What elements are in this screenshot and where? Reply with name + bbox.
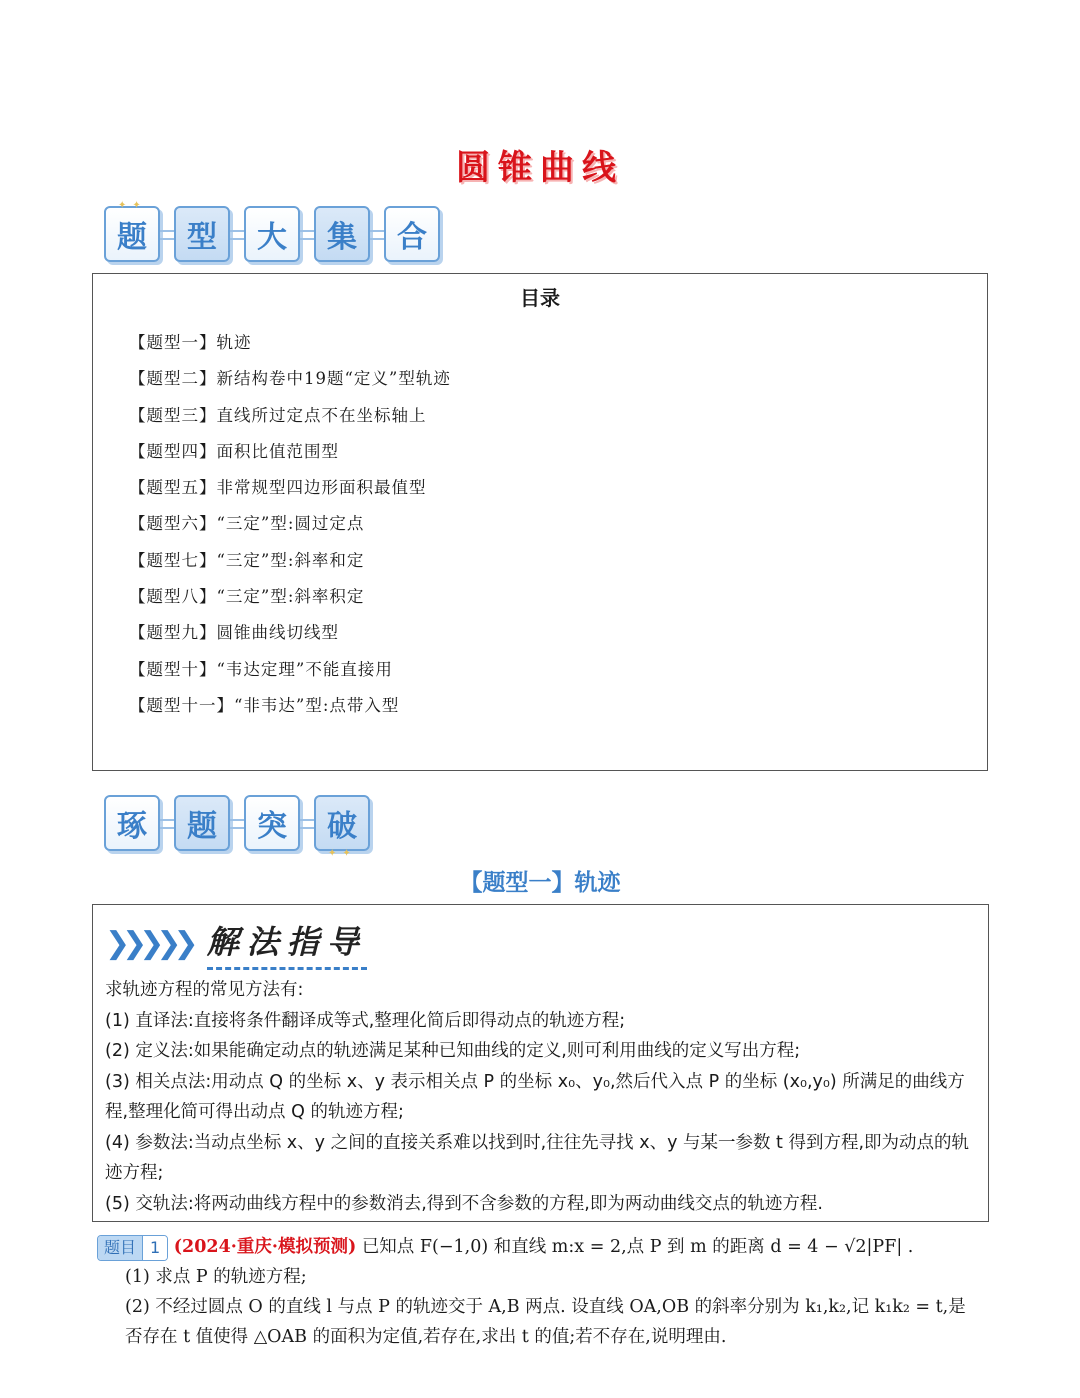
sparkle-icon: ✦✦ xyxy=(328,848,357,859)
badge-tile: ✦✦ 题 xyxy=(104,206,160,262)
toc-item[interactable]: 【题型八】“三定”型:斜率积定 xyxy=(129,587,365,607)
badge-tile: 突 xyxy=(244,795,300,851)
badge-tile: 型 xyxy=(174,206,230,262)
badge-row-top xyxy=(104,200,454,262)
method-line: (2) 定义法:如果能确定动点的轨迹满足某种已知曲线的定义,则可利用曲线的定义写出方程; xyxy=(105,1041,801,1061)
method-guide-box xyxy=(92,904,989,1222)
page-title: 圆锥曲线 xyxy=(456,148,624,188)
badge-tile: 题 xyxy=(174,795,230,851)
method-banner-title: 解法指导 xyxy=(207,917,367,970)
problem-block xyxy=(97,1232,977,1352)
chevrons-icon: ❯❯❯❯❯ xyxy=(105,926,191,961)
connector-icon xyxy=(300,230,314,240)
method-line: (5) 交轨法:将两动曲线方程中的参数消去,得到不含参数的方程,即为两动曲线交点的轨迹方程. xyxy=(105,1193,823,1214)
connector-icon xyxy=(160,819,174,829)
problem-stem-line xyxy=(97,1232,977,1262)
problem-part-2: (2) 不经过圆点 O 的直线 l 与点 P 的轨迹交于 A,B 两点. 设直线 OA,OB 的斜率分别为 k₁,k₂,记 k₁k₂ = t,是否存在 t 值使得 △OAB 的面积为定值,若存在,求出 t 的值;若不存在,说明理由. xyxy=(125,1297,966,1347)
toc-item[interactable]: 【题型四】面积比值范围型 xyxy=(129,441,339,461)
toc-item[interactable]: 【题型十】“韦达定理”不能直接用 xyxy=(129,659,393,679)
connector-icon xyxy=(370,230,384,240)
table-of-contents xyxy=(92,273,988,771)
toc-heading: 目录 xyxy=(520,286,560,310)
toc-list xyxy=(129,325,987,724)
badge-tile: ✦✦ 破 xyxy=(314,795,370,851)
toc-item[interactable]: 【题型五】非常规型四边形面积最值型 xyxy=(129,478,427,498)
method-intro: 求轨迹方程的常见方法有: xyxy=(105,980,304,1000)
connector-icon xyxy=(160,230,174,240)
badge-tile: 合 xyxy=(384,206,440,262)
problem-tag: 题目 1 xyxy=(97,1235,168,1261)
connector-icon xyxy=(230,819,244,829)
toc-item[interactable]: 【题型七】“三定”型:斜率和定 xyxy=(129,550,365,570)
toc-item[interactable]: 【题型十一】“非韦达”型:点带入型 xyxy=(129,695,400,715)
section-heading: 【题型一】轨迹 xyxy=(459,870,621,896)
problem-part-1: (1) 求点 P 的轨迹方程; xyxy=(125,1267,307,1287)
problem-source: (2024·重庆·模拟预测) xyxy=(173,1237,357,1257)
connector-icon xyxy=(230,230,244,240)
badge-tile: 琢 xyxy=(104,795,160,851)
toc-item[interactable]: 【题型六】“三定”型:圆过定点 xyxy=(129,514,365,534)
method-line: (4) 参数法:当动点坐标 x、y 之间的直接关系难以找到时,往往先寻找 x、y 与某一参数 t 得到方程,即为动点的轨迹方程; xyxy=(105,1132,970,1183)
method-banner xyxy=(105,917,367,970)
sparkle-icon: ✦✦ xyxy=(118,200,147,211)
method-line: (3) 相关点法:用动点 Q 的坐标 x、y 表示相关点 P 的坐标 x₀、y₀,然后代入点 P 的坐标 (x₀,y₀) 所满足的曲线方程,整理化简可得出动点 Q 的轨迹方程; xyxy=(105,1071,965,1122)
toc-item[interactable]: 【题型二】新结构卷中19题“定义”型轨迹 xyxy=(129,369,451,389)
method-line: (1) 直译法:直接将条件翻译成等式,整理化简后即得动点的轨迹方程; xyxy=(105,1010,626,1031)
connector-icon xyxy=(300,819,314,829)
badge-tile: 集 xyxy=(314,206,370,262)
toc-item[interactable]: 【题型一】轨迹 xyxy=(129,333,252,352)
method-lines xyxy=(105,975,974,1219)
badge-row-mid xyxy=(104,795,384,859)
toc-item[interactable]: 【题型三】直线所过定点不在坐标轴上 xyxy=(129,405,427,425)
problem-stem: 已知点 F(−1,0) 和直线 m:x = 2,点 P 到 m 的距离 d = 4 − √2|PF| . xyxy=(361,1237,914,1257)
toc-item[interactable]: 【题型九】圆锥曲线切线型 xyxy=(129,623,339,643)
badge-tile: 大 xyxy=(244,206,300,262)
